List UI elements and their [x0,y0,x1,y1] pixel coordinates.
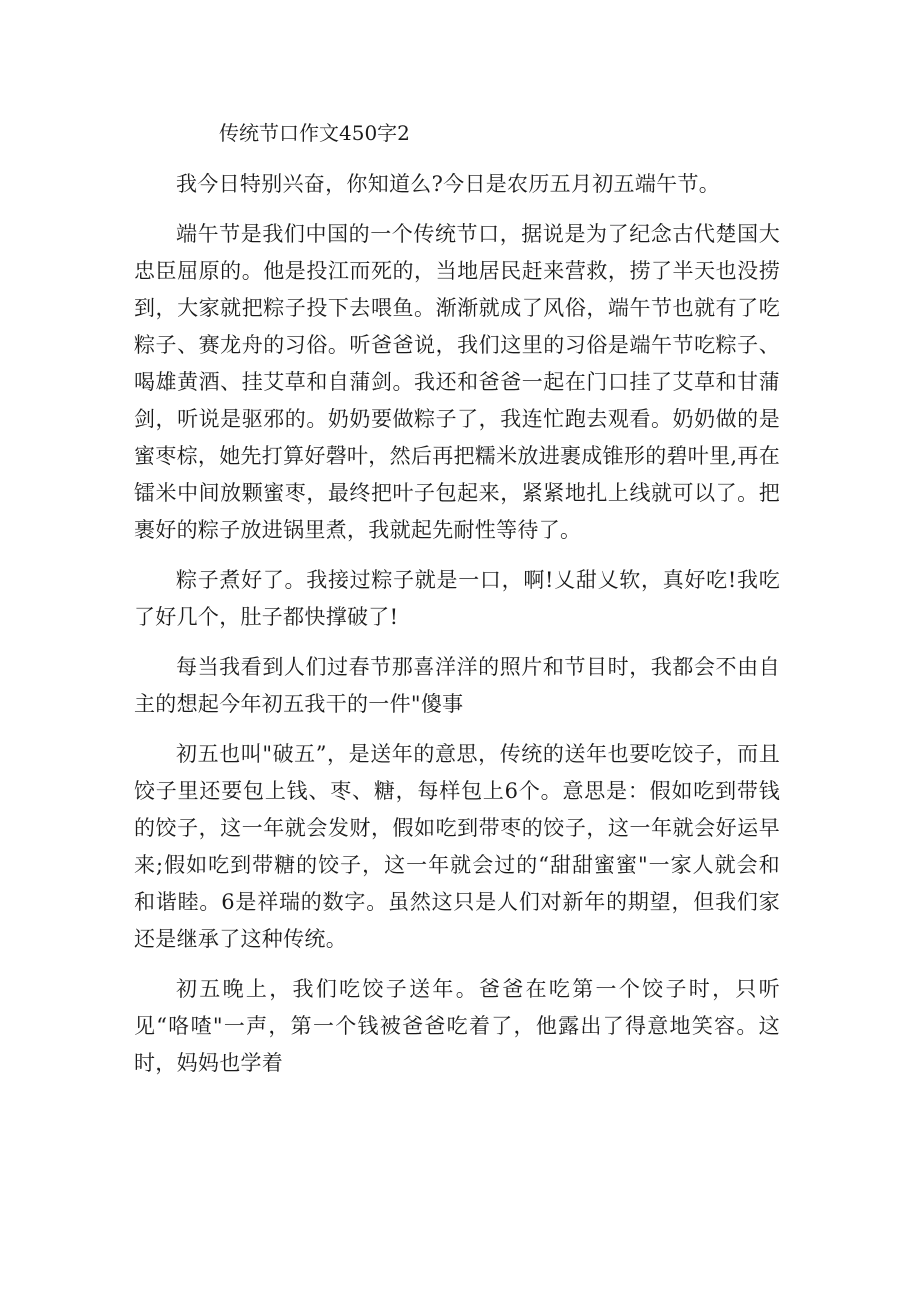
document-body [134,166,780,1095]
paragraph: 端午节是我们中国的一个传统节口，据说是为了纪念古代楚国大忠臣屈原的。他是投江而死的，当地居民赶来营救，捞了半天也没捞到，大家就把粽子投下去喂鱼。渐渐就成了风俗，端午节也就有了吃粽子、赛龙舟的习俗。听爸爸说，我们这里的习俗是端午节吃粽子、喝雄黄酒、挂艾草和自蒲剑。我还和爸爸一起在门口挂了艾草和甘蒲剑，听说是驱邪的。奶奶要做粽子了，我连忙跑去观看。奶奶做的是蜜枣棕，她先打算好磬叶，然后再把糯米放进裹成锥形的碧叶里,再在镭米中间放颗蜜枣，最终把叶子包起来，紧紧地扎上线就可以了。把裹好的粽子放进锅里煮，我就起先耐性等待了。 [134,222,780,542]
paragraph: 每当我看到人们过春节那喜洋洋的照片和节目时，我都会不由自主的想起今年初五我干的一件"傻事 [134,655,780,716]
paragraph: 粽子煮好了。我接过粽子就是一口，啊!乂甜乂软，真好吃!我吃了好几个，肚子都快撑破了! [134,568,780,629]
paragraph: 初五也叫"破五”，是送年的意思，传统的送年也要吃饺子，而且饺子里还要包上钱、枣、糖，每样包上6个。意思是：假如吃到带钱的饺子，这一年就会发财，假如吃到带枣的饺子，这一年就会好运早来;假如吃到带糖的饺子，这一年就会过的“甜甜蜜蜜"一家人就会和和谐睦。6是祥瑞的数字。虽然这只是人们对新年的期望，但我们家还是继承了这种传统。 [134,742,780,951]
paragraph: 我今日特别兴奋，你知道么?今日是农历五月初五端午节。 [176,172,721,196]
paragraph: 初五晚上，我们吃饺子送年。爸爸在吃第一个饺子时，只听见“咯喳"一声，第一个钱被爸爸吃着了，他露出了得意地笑容。这时，妈妈也学着 [134,977,780,1075]
document-title: 传统节口作文450字2 [219,121,410,145]
